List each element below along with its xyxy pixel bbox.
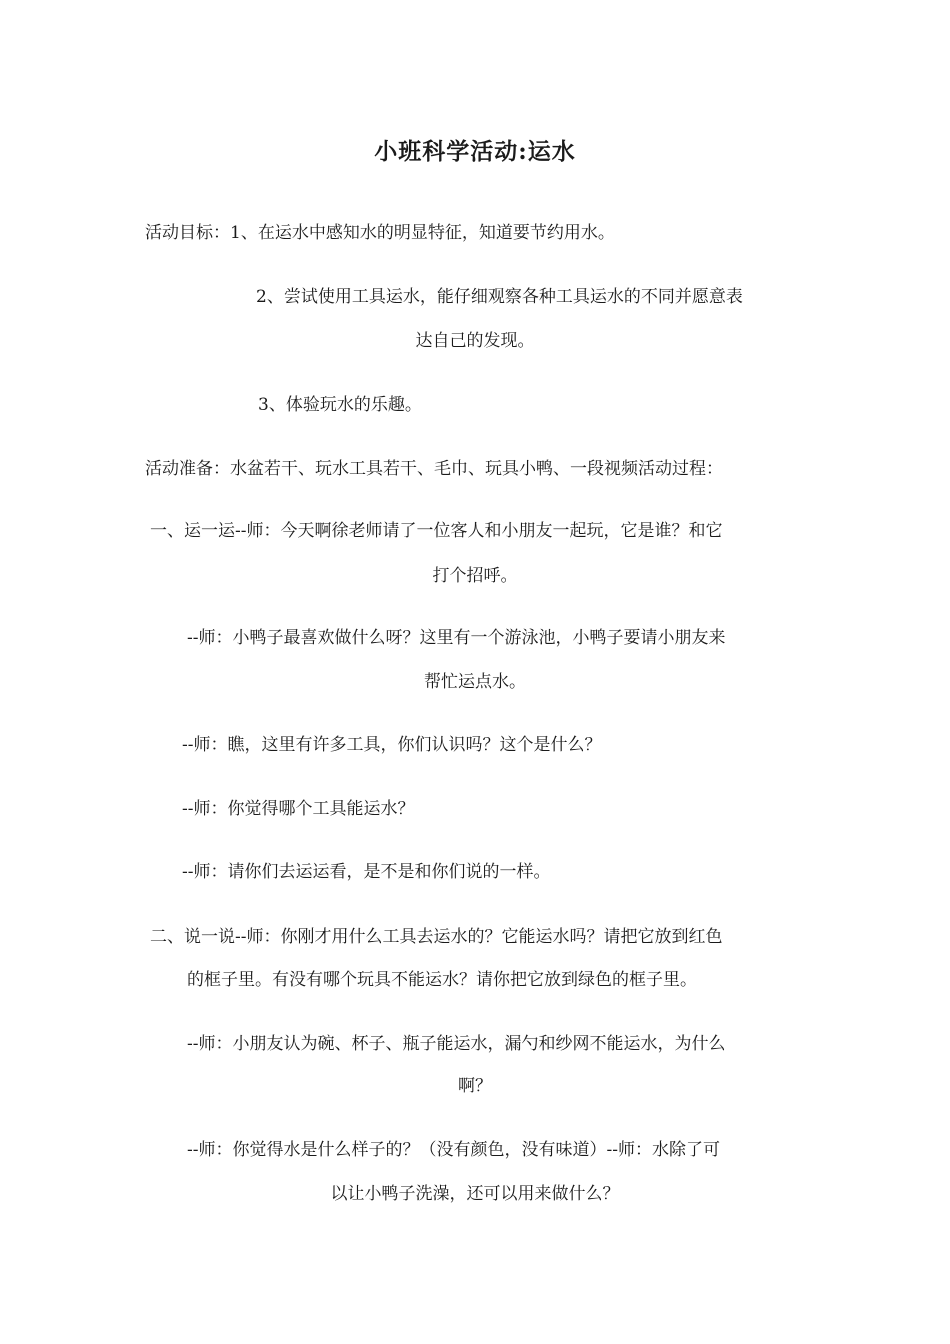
part1-line-5: --师：请你们去运运看，是不是和你们说的一样。 bbox=[182, 862, 551, 882]
part2-line-1-continued: 的框子里。有没有哪个玩具不能运水？请你把它放到绿色的框子里。 bbox=[187, 970, 697, 990]
part1-line-1: 一、运一运--师：今天啊徐老师请了一位客人和小朋友一起玩，它是谁？和它 bbox=[150, 521, 723, 541]
goal-line-2: 2、尝试使用工具运水，能仔细观察各种工具运水的不同并愿意表 bbox=[256, 287, 743, 307]
document-title: 小班科学活动:运水 bbox=[374, 138, 576, 165]
goal-line-3: 3、体验玩水的乐趣。 bbox=[258, 395, 422, 415]
preparation-line: 活动准备：水盆若干、玩水工具若干、毛巾、玩具小鸭、一段视频活动过程： bbox=[145, 459, 723, 479]
part2-line-1: 二、说一说--师：你刚才用什么工具去运水的？它能运水吗？请把它放到红色 bbox=[150, 927, 723, 947]
part1-line-1-continued: 打个招呼。 bbox=[432, 566, 518, 586]
part1-line-2-continued: 帮忙运点水。 bbox=[424, 672, 526, 692]
part2-line-3-continued: 以让小鸭子洗澡，还可以用来做什么？ bbox=[330, 1184, 620, 1204]
goal-line-1: 活动目标：1、在运水中感知水的明显特征，知道要节约用水。 bbox=[145, 223, 615, 243]
part1-line-2: --师：小鸭子最喜欢做什么呀？这里有一个游泳池，小鸭子要请小朋友来 bbox=[187, 628, 726, 648]
part2-line-2-continued: 啊？ bbox=[458, 1076, 492, 1096]
part2-line-2: --师：小朋友认为碗、杯子、瓶子能运水，漏勺和纱网不能运水，为什么 bbox=[187, 1034, 726, 1054]
part2-line-3: --师：你觉得水是什么样子的？（没有颜色，没有味道）--师：水除了可 bbox=[187, 1140, 720, 1160]
goal-line-2-continued: 达自己的发现。 bbox=[415, 331, 535, 351]
part1-line-3: --师：瞧，这里有许多工具，你们认识吗？这个是什么？ bbox=[182, 735, 602, 755]
part1-line-4: --师：你觉得哪个工具能运水？ bbox=[182, 799, 415, 819]
